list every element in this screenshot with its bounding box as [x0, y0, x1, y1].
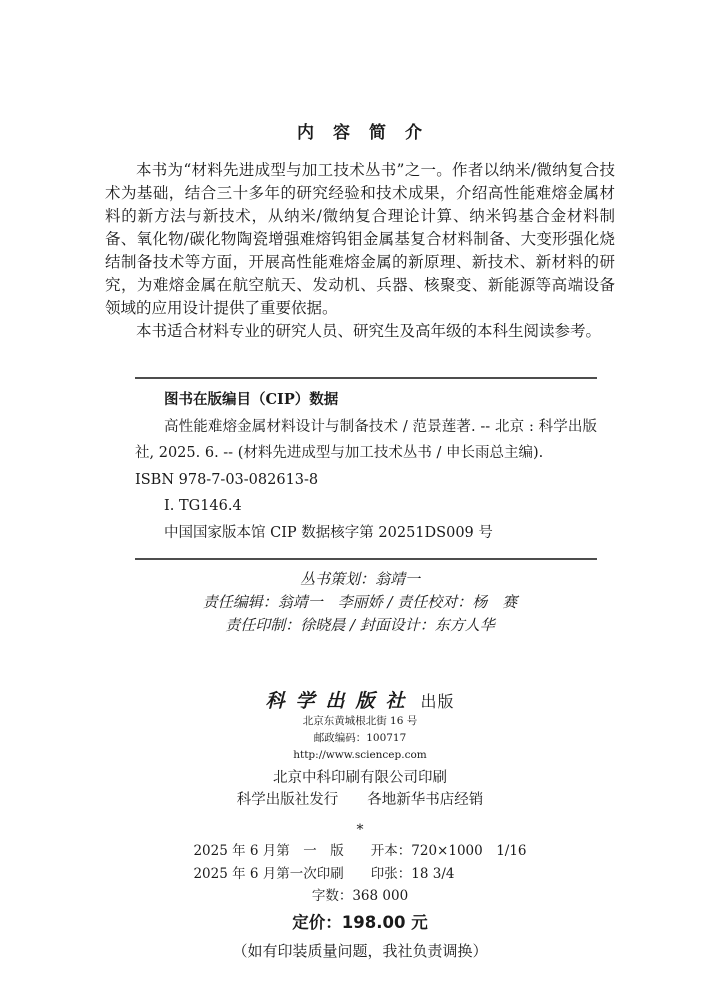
- publish-suffix-label: 出版: [420, 692, 455, 711]
- science-press-logo: 科学出版社: [265, 690, 416, 712]
- staff-credits: [105, 568, 615, 637]
- quality-exchange-note: （如有印装质量问题，我社负责调换）: [232, 942, 488, 960]
- credit-editors-proofreader: 责任编辑：翁靖一 李丽娇 / 责任校对：杨 赛: [202, 593, 518, 611]
- summary-body: [105, 159, 615, 343]
- cip-isbn: ISBN 978-7-03-082613-8: [135, 471, 319, 488]
- price-line: 定价：198.00 元: [292, 913, 428, 932]
- cip-entry: 高性能难熔金属材料设计与制备技术 / 范景莲著. -- 北京 : 科学出版社, 2025. 6. -- (材料先进成型与加工技术丛书 / 申长雨总主编).: [135, 418, 597, 461]
- word-count-line: 字数：368 000: [311, 888, 409, 904]
- printing-line: 2025 年 6 月第一次印刷 印张：18 3/4: [193, 866, 455, 882]
- cip-data-box: [135, 377, 597, 560]
- page-content: [0, 118, 720, 963]
- publisher-website: http://www.sciencep.com: [293, 749, 427, 761]
- distribution-line: 科学出版社发行 各地新华书店经销: [236, 792, 484, 808]
- credit-printing-cover-design: 责任印制：徐晓晨 / 封面设计：东方人华: [225, 616, 495, 634]
- cip-heading: 图书在版编目（CIP）数据: [164, 391, 339, 408]
- publisher-logo-line: [105, 690, 615, 713]
- publisher-postal-code: 邮政编码：100717: [313, 732, 407, 744]
- summary-paragraph: 本书为“材料先进成型与加工技术丛书”之一。作者以纳米/微纳复合技术为基础，结合三十多年的研究经验和技术成果，介绍高性能难熔金属材料的新方法与新技术，从纳米/微纳复合理论计算、纳米钨基合金材料制备、氧化物/碳化物陶瓷增强难熔钨钼金属基复合材料制备、大变形强化烧结制备技术等方面，开展高性能难熔金属的新原理、新技术、新材料的研究，为难熔金属在航空航天、发动机、兵器、核聚变、新能源等高端设备领域的应用设计提供了重要依据。: [105, 161, 615, 317]
- publisher-block: [105, 690, 615, 811]
- summary-paragraph: 本书适合材料专业的研究人员、研究生及高年级的本科生阅读参考。: [136, 322, 602, 340]
- cip-record-number: 中国国家版本馆 CIP 数据核字第 20251DS009 号: [164, 524, 493, 541]
- separator-asterisk: *: [356, 822, 364, 838]
- summary-title: 内 容 简 介: [297, 123, 423, 143]
- printer-line: 北京中科印刷有限公司印刷: [273, 770, 447, 786]
- edition-info: [193, 840, 526, 886]
- colophon-block: [105, 823, 615, 963]
- cip-classification-code: Ⅰ. TG146.4: [164, 498, 242, 514]
- publisher-address: 北京东黄城根北街 16 号: [302, 715, 418, 727]
- edition-line: 2025 年 6 月第 一 版 开本：720×1000 1/16: [193, 843, 527, 859]
- credit-series-planner: 丛书策划：翁靖一: [299, 570, 420, 588]
